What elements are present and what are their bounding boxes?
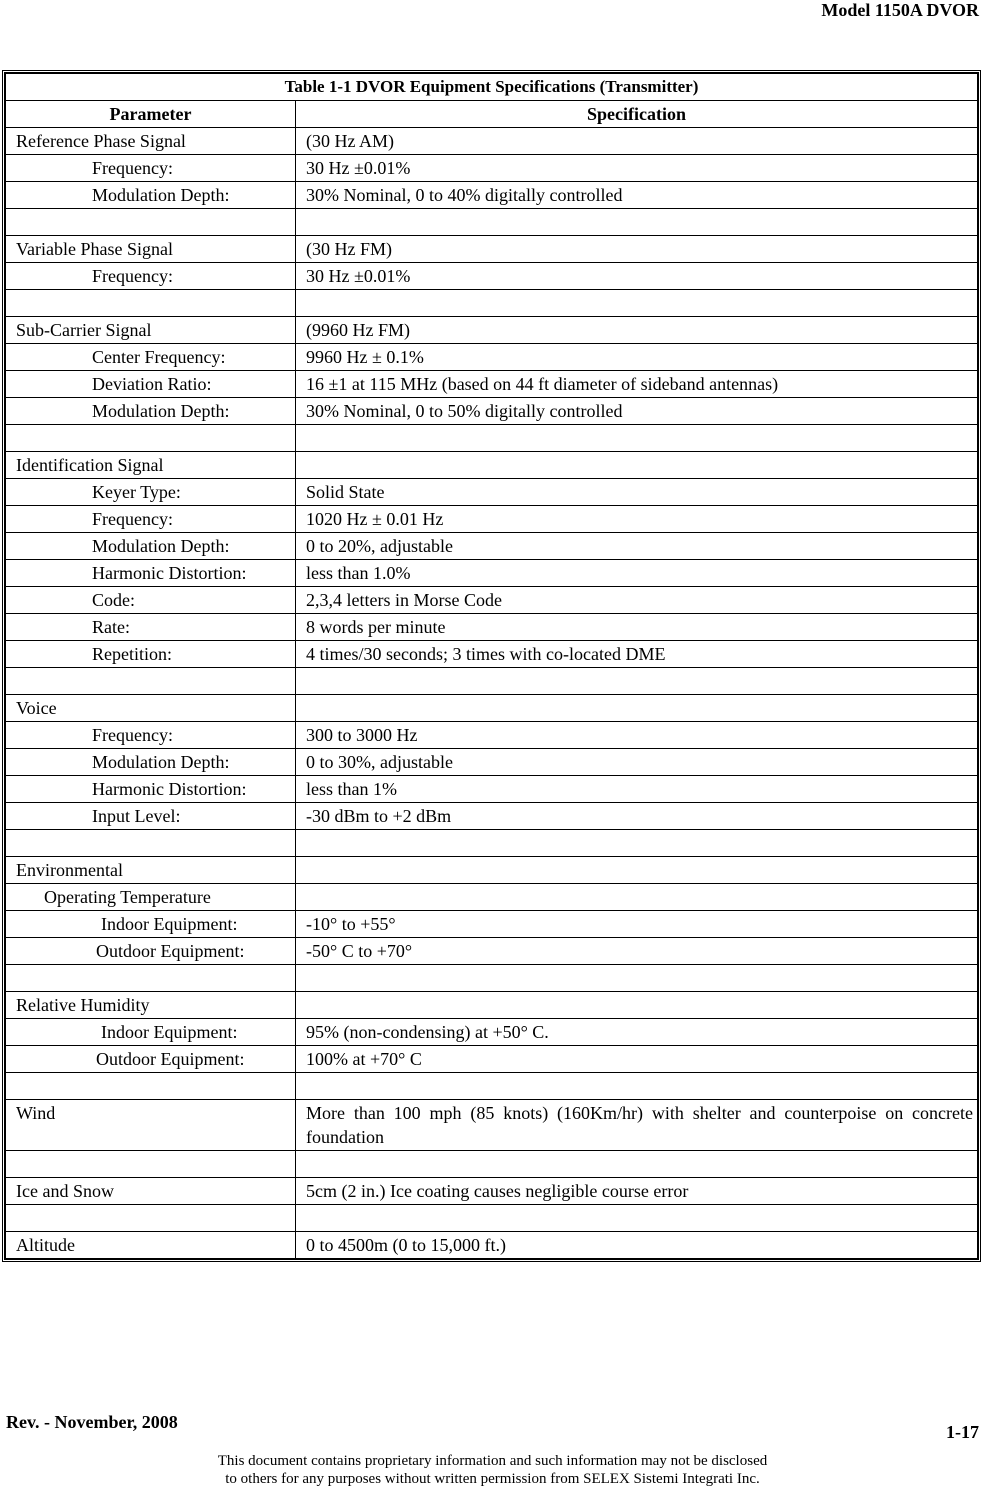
parameter-cell: Reference Phase Signal	[6, 128, 296, 155]
table-row	[6, 938, 978, 965]
parameter-cell: Center Frequency:	[6, 344, 296, 371]
table-row	[6, 533, 978, 560]
specification-cell: 0 to 20%, adjustable	[296, 533, 978, 560]
specification-cell	[296, 965, 978, 992]
specification-cell	[296, 290, 978, 317]
table-row	[6, 1205, 978, 1232]
parameter-cell: Ice and Snow	[6, 1178, 296, 1205]
parameter-cell	[6, 1205, 296, 1232]
specification-cell	[296, 452, 978, 479]
table-row	[6, 965, 978, 992]
specification-cell: 30 Hz ±0.01%	[296, 155, 978, 182]
table-row	[6, 1073, 978, 1100]
specification-cell: 100% at +70° C	[296, 1046, 978, 1073]
specification-cell: less than 1.0%	[296, 560, 978, 587]
specification-cell	[296, 425, 978, 452]
specification-cell: 0 to 30%, adjustable	[296, 749, 978, 776]
specification-cell: -50° C to +70°	[296, 938, 978, 965]
table-row	[6, 452, 978, 479]
specification-cell: 8 words per minute	[296, 614, 978, 641]
proprietary-notice	[0, 1452, 985, 1488]
table-row	[6, 722, 978, 749]
parameter-cell: Deviation Ratio:	[6, 371, 296, 398]
table-row	[6, 155, 978, 182]
parameter-cell: Wind	[6, 1100, 296, 1151]
parameter-cell: Frequency:	[6, 155, 296, 182]
revision-label: Rev. - November, 2008	[6, 1412, 178, 1432]
specification-cell: (30 Hz AM)	[296, 128, 978, 155]
parameter-cell: Modulation Depth:	[6, 749, 296, 776]
specification-cell: 95% (non-condensing) at +50° C.	[296, 1019, 978, 1046]
specification-cell: 30% Nominal, 0 to 50% digitally controlled	[296, 398, 978, 425]
parameter-cell: Rate:	[6, 614, 296, 641]
specification-cell: 5cm (2 in.) Ice coating causes negligible course error	[296, 1178, 978, 1205]
specification-cell: (30 Hz FM)	[296, 236, 978, 263]
table-row	[6, 776, 978, 803]
parameter-cell: Environmental	[6, 857, 296, 884]
parameter-cell: Modulation Depth:	[6, 533, 296, 560]
specification-cell: 1020 Hz ± 0.01 Hz	[296, 506, 978, 533]
parameter-cell	[6, 290, 296, 317]
table-row	[6, 614, 978, 641]
table-row	[6, 506, 978, 533]
table-row	[6, 1178, 978, 1205]
parameter-cell: Variable Phase Signal	[6, 236, 296, 263]
parameter-cell: Outdoor Equipment:	[6, 938, 296, 965]
parameter-cell: Indoor Equipment:	[6, 1019, 296, 1046]
specification-cell	[296, 1205, 978, 1232]
parameter-cell: Modulation Depth:	[6, 182, 296, 209]
parameter-cell: Harmonic Distortion:	[6, 560, 296, 587]
table-row	[6, 263, 978, 290]
parameter-cell	[6, 425, 296, 452]
specifications-grid	[5, 73, 978, 1259]
table-row	[6, 695, 978, 722]
specifications-table	[2, 70, 981, 1262]
specification-cell: More than 100 mph (85 knots) (160Km/hr) with shelter and counterpoise on concrete foundation	[296, 1100, 978, 1151]
table-row	[6, 1100, 978, 1151]
table-row	[6, 560, 978, 587]
specification-cell: 9960 Hz ± 0.1%	[296, 344, 978, 371]
parameter-cell: Frequency:	[6, 722, 296, 749]
parameter-cell: Code:	[6, 587, 296, 614]
notice-line-2: to others for any purposes without written permission from SELEX Sistemi Integrati Inc.	[225, 1471, 760, 1487]
table-row	[6, 344, 978, 371]
specification-cell	[296, 857, 978, 884]
specification-cell: 30% Nominal, 0 to 40% digitally controlled	[296, 182, 978, 209]
specification-cell: -30 dBm to +2 dBm	[296, 803, 978, 830]
parameter-cell	[6, 1073, 296, 1100]
table-row	[6, 992, 978, 1019]
table-title: Table 1-1 DVOR Equipment Specifications (Transmitter)	[6, 74, 978, 101]
specification-cell: (9960 Hz FM)	[296, 317, 978, 344]
parameter-cell: Repetition:	[6, 641, 296, 668]
table-row	[6, 884, 978, 911]
table-body	[6, 128, 978, 1259]
parameter-cell: Harmonic Distortion:	[6, 776, 296, 803]
table-row	[6, 128, 978, 155]
table-row	[6, 803, 978, 830]
column-header-parameter: Parameter	[6, 101, 296, 128]
parameter-cell: Sub-Carrier Signal	[6, 317, 296, 344]
parameter-cell: Input Level:	[6, 803, 296, 830]
table-row	[6, 398, 978, 425]
table-header-row	[6, 101, 978, 128]
specification-cell: Solid State	[296, 479, 978, 506]
page-number: 1-17	[946, 1422, 979, 1442]
table-row	[6, 317, 978, 344]
table-row	[6, 182, 978, 209]
specification-cell	[296, 1073, 978, 1100]
parameter-cell: Frequency:	[6, 506, 296, 533]
parameter-cell: Keyer Type:	[6, 479, 296, 506]
table-row	[6, 479, 978, 506]
table-row	[6, 1046, 978, 1073]
table-row	[6, 371, 978, 398]
table-row	[6, 641, 978, 668]
parameter-cell	[6, 209, 296, 236]
parameter-cell: Frequency:	[6, 263, 296, 290]
specification-cell	[296, 884, 978, 911]
specification-cell	[296, 668, 978, 695]
table-row	[6, 830, 978, 857]
specification-cell	[296, 830, 978, 857]
table-row	[6, 911, 978, 938]
parameter-cell: Modulation Depth:	[6, 398, 296, 425]
specification-cell	[296, 695, 978, 722]
table-row	[6, 425, 978, 452]
specification-cell: 4 times/30 seconds; 3 times with co-located DME	[296, 641, 978, 668]
parameter-cell	[6, 668, 296, 695]
parameter-cell: Relative Humidity	[6, 992, 296, 1019]
parameter-cell: Voice	[6, 695, 296, 722]
parameter-cell	[6, 830, 296, 857]
specification-cell: 16 ±1 at 115 MHz (based on 44 ft diameter of sideband antennas)	[296, 371, 978, 398]
table-row	[6, 587, 978, 614]
parameter-cell: Identification Signal	[6, 452, 296, 479]
table-row	[6, 668, 978, 695]
specification-cell: 2,3,4 letters in Morse Code	[296, 587, 978, 614]
parameter-cell: Operating Temperature	[6, 884, 296, 911]
table-row	[6, 290, 978, 317]
specification-cell: 0 to 4500m (0 to 15,000 ft.)	[296, 1232, 978, 1259]
document-model-header: Model 1150A DVOR	[821, 0, 979, 20]
column-header-specification: Specification	[296, 101, 978, 128]
parameter-cell: Indoor Equipment:	[6, 911, 296, 938]
parameter-cell: Altitude	[6, 1232, 296, 1259]
table-row	[6, 1151, 978, 1178]
table-title-row	[6, 74, 978, 101]
specification-cell: less than 1%	[296, 776, 978, 803]
specification-cell	[296, 1151, 978, 1178]
table-row	[6, 1232, 978, 1259]
table-row	[6, 236, 978, 263]
specification-cell: -10° to +55°	[296, 911, 978, 938]
specification-cell	[296, 209, 978, 236]
parameter-cell	[6, 965, 296, 992]
parameter-cell	[6, 1151, 296, 1178]
table-row	[6, 749, 978, 776]
notice-line-1: This document contains proprietary information and such information may not be disclosed	[217, 1453, 768, 1469]
table-row	[6, 1019, 978, 1046]
table-row	[6, 209, 978, 236]
specification-cell	[296, 992, 978, 1019]
specification-cell: 300 to 3000 Hz	[296, 722, 978, 749]
parameter-cell: Outdoor Equipment:	[6, 1046, 296, 1073]
table-row	[6, 857, 978, 884]
specification-cell: 30 Hz ±0.01%	[296, 263, 978, 290]
